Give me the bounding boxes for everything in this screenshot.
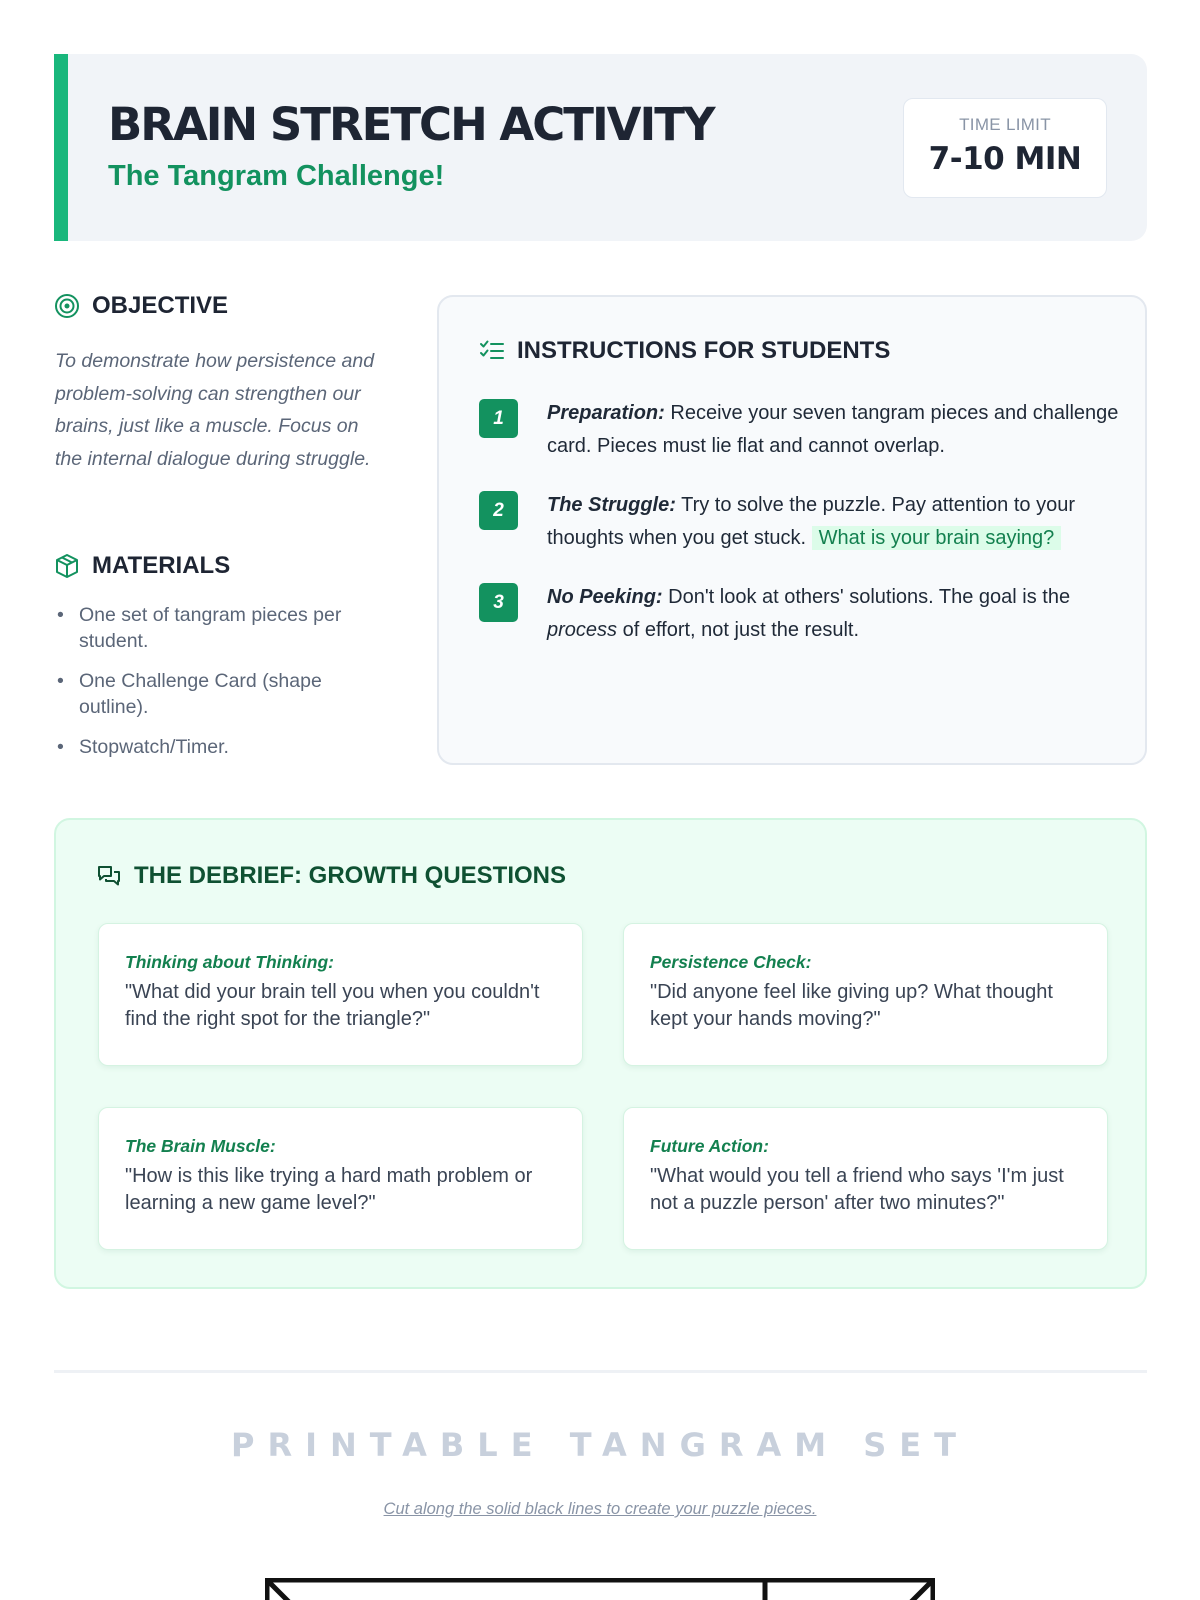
- step-title: No Peeking:: [547, 586, 663, 608]
- objective-heading: [54, 292, 228, 320]
- chat-bubbles-icon: [96, 863, 122, 889]
- instructions-heading: [479, 337, 890, 365]
- materials-list: [55, 602, 385, 774]
- target-icon: [54, 293, 80, 319]
- step-text: [547, 489, 1122, 555]
- step-body: Try to solve the puzzle. Pay attention to your thoughts when you get stuck.: [547, 494, 1075, 549]
- question-title: Persistence Check:: [650, 952, 812, 972]
- question-card: [98, 1107, 583, 1250]
- checklist-icon: [479, 338, 505, 364]
- page-subtitle: The Tangram Challenge!: [108, 160, 445, 192]
- page-title: BRAIN STRETCH ACTIVITY: [108, 98, 714, 151]
- step-text: [547, 397, 1122, 463]
- step-number: 1: [479, 399, 518, 438]
- debrief-heading: [96, 862, 566, 890]
- question-card: [98, 923, 583, 1066]
- question-title: Future Action:: [650, 1136, 769, 1156]
- tangram-outline: [267, 1580, 933, 1600]
- step-emphasis: process: [547, 619, 618, 641]
- step-body: Receive your seven tangram pieces and challenge card. Pieces must lie flat and cannot overlap.: [547, 402, 1119, 457]
- objective-heading-label: OBJECTIVE: [92, 292, 229, 319]
- step-title: Preparation:: [547, 402, 665, 424]
- step-body-end: of effort, not just the result.: [622, 619, 860, 641]
- question-text: "What would you tell a friend who says 'I'm just not a puzzle person' after two minutes?": [650, 1165, 1064, 1214]
- section-divider: [54, 1370, 1147, 1373]
- debrief-heading-label: THE DEBRIEF: GROWTH QUESTIONS: [134, 862, 566, 889]
- step-number: 3: [479, 583, 518, 622]
- step-number: 2: [479, 491, 518, 530]
- instructions-card: [437, 295, 1147, 765]
- printable-instructions: Cut along the solid black lines to create your puzzle pieces.: [383, 1500, 817, 1518]
- question-title: The Brain Muscle:: [125, 1136, 276, 1156]
- objective-text: To demonstrate how persistence and problem-solving can strengthen our brains, just like a muscle. Focus on the internal dialogue during struggle.: [55, 350, 375, 470]
- list-item: • One set of tangram pieces per student.: [55, 602, 385, 654]
- list-item: • One Challenge Card (shape outline).: [55, 668, 385, 720]
- time-limit-label: TIME LIMIT: [959, 115, 1051, 134]
- question-text: "What did your brain tell you when you couldn't find the right spot for the triangle?": [125, 981, 540, 1030]
- time-limit-value: 7-10 MIN: [928, 141, 1082, 177]
- tangram-cut-sheet: [265, 1578, 935, 1600]
- highlight-prompt: What is your brain saying?: [812, 526, 1062, 550]
- time-limit-box: [903, 98, 1107, 198]
- step-text: [547, 581, 1122, 647]
- question-card: [623, 1107, 1108, 1250]
- debrief-section: [54, 818, 1147, 1289]
- step-body: Don't look at others' solutions. The goal is the: [668, 586, 1071, 608]
- question-text: "How is this like trying a hard math problem or learning a new game level?": [125, 1165, 533, 1214]
- list-item: • Stopwatch/Timer.: [55, 734, 385, 760]
- activity-header: [54, 54, 1147, 241]
- question-text: "Did anyone feel like giving up? What thought kept your hands moving?": [650, 981, 1053, 1030]
- materials-heading-label: MATERIALS: [92, 552, 231, 579]
- step-title: The Struggle:: [547, 494, 676, 516]
- box-icon: [54, 553, 80, 579]
- instructions-heading-label: INSTRUCTIONS FOR STUDENTS: [517, 337, 891, 364]
- materials-heading: [54, 552, 230, 580]
- question-card: [623, 923, 1108, 1066]
- printable-title: PRINTABLE TANGRAM SET: [231, 1426, 969, 1464]
- question-title: Thinking about Thinking:: [125, 952, 334, 972]
